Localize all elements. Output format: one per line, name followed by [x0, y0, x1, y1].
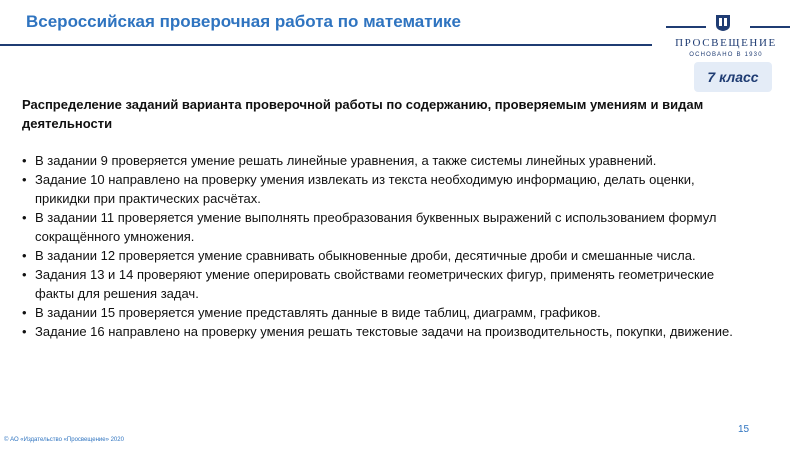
list-item: • В задании 11 проверяется умение выполнять преобразования буквенных выражений с использованием формул сокращённого умножения.	[22, 208, 752, 246]
list-item: • Задание 10 направлено на проверку умения извлекать из текста необходимую информацию, делать оценки, прикидки при практических расчётах.	[22, 170, 752, 208]
list-item: • Задание 16 направлено на проверку умения решать текстовые задачи на производительность, покупки, движение.	[22, 322, 752, 341]
list-item: • В задании 15 проверяется умение представлять данные в виде таблиц, диаграмм, графиков.	[22, 303, 752, 322]
logo-line-left	[666, 26, 706, 28]
logo-line-right	[750, 26, 790, 28]
publisher-logo	[662, 10, 790, 62]
list-item: • В задании 9 проверяется умение решать линейные уравнения, а также системы линейных уравнений.	[22, 151, 752, 170]
logo-subtitle: ОСНОВАНО В 1930	[689, 52, 763, 58]
list-item: • Задания 13 и 14 проверяют умение оперировать свойствами геометрических фигур, применять геометрические факты для решения задач.	[22, 265, 752, 303]
list-item: • В задании 12 проверяется умение сравнивать обыкновенные дроби, десятичные дроби и смешанные числа.	[22, 246, 752, 265]
logo-emblem-icon	[715, 14, 731, 32]
section-heading: Распределение заданий варианта проверочной работы по содержанию, проверяемым умениям и видам деятельности	[22, 97, 704, 131]
page-title: Всероссийская проверочная работа по математике	[26, 12, 461, 31]
copyright-footer: © АО «Издательство «Просвещение» 2020	[4, 437, 124, 443]
grade-badge: 7 класс	[694, 62, 772, 92]
header-divider	[0, 44, 652, 46]
page-number: 15	[738, 424, 750, 435]
task-list	[22, 151, 752, 341]
logo-name: ПРОСВЕЩЕНИЕ	[675, 37, 777, 49]
